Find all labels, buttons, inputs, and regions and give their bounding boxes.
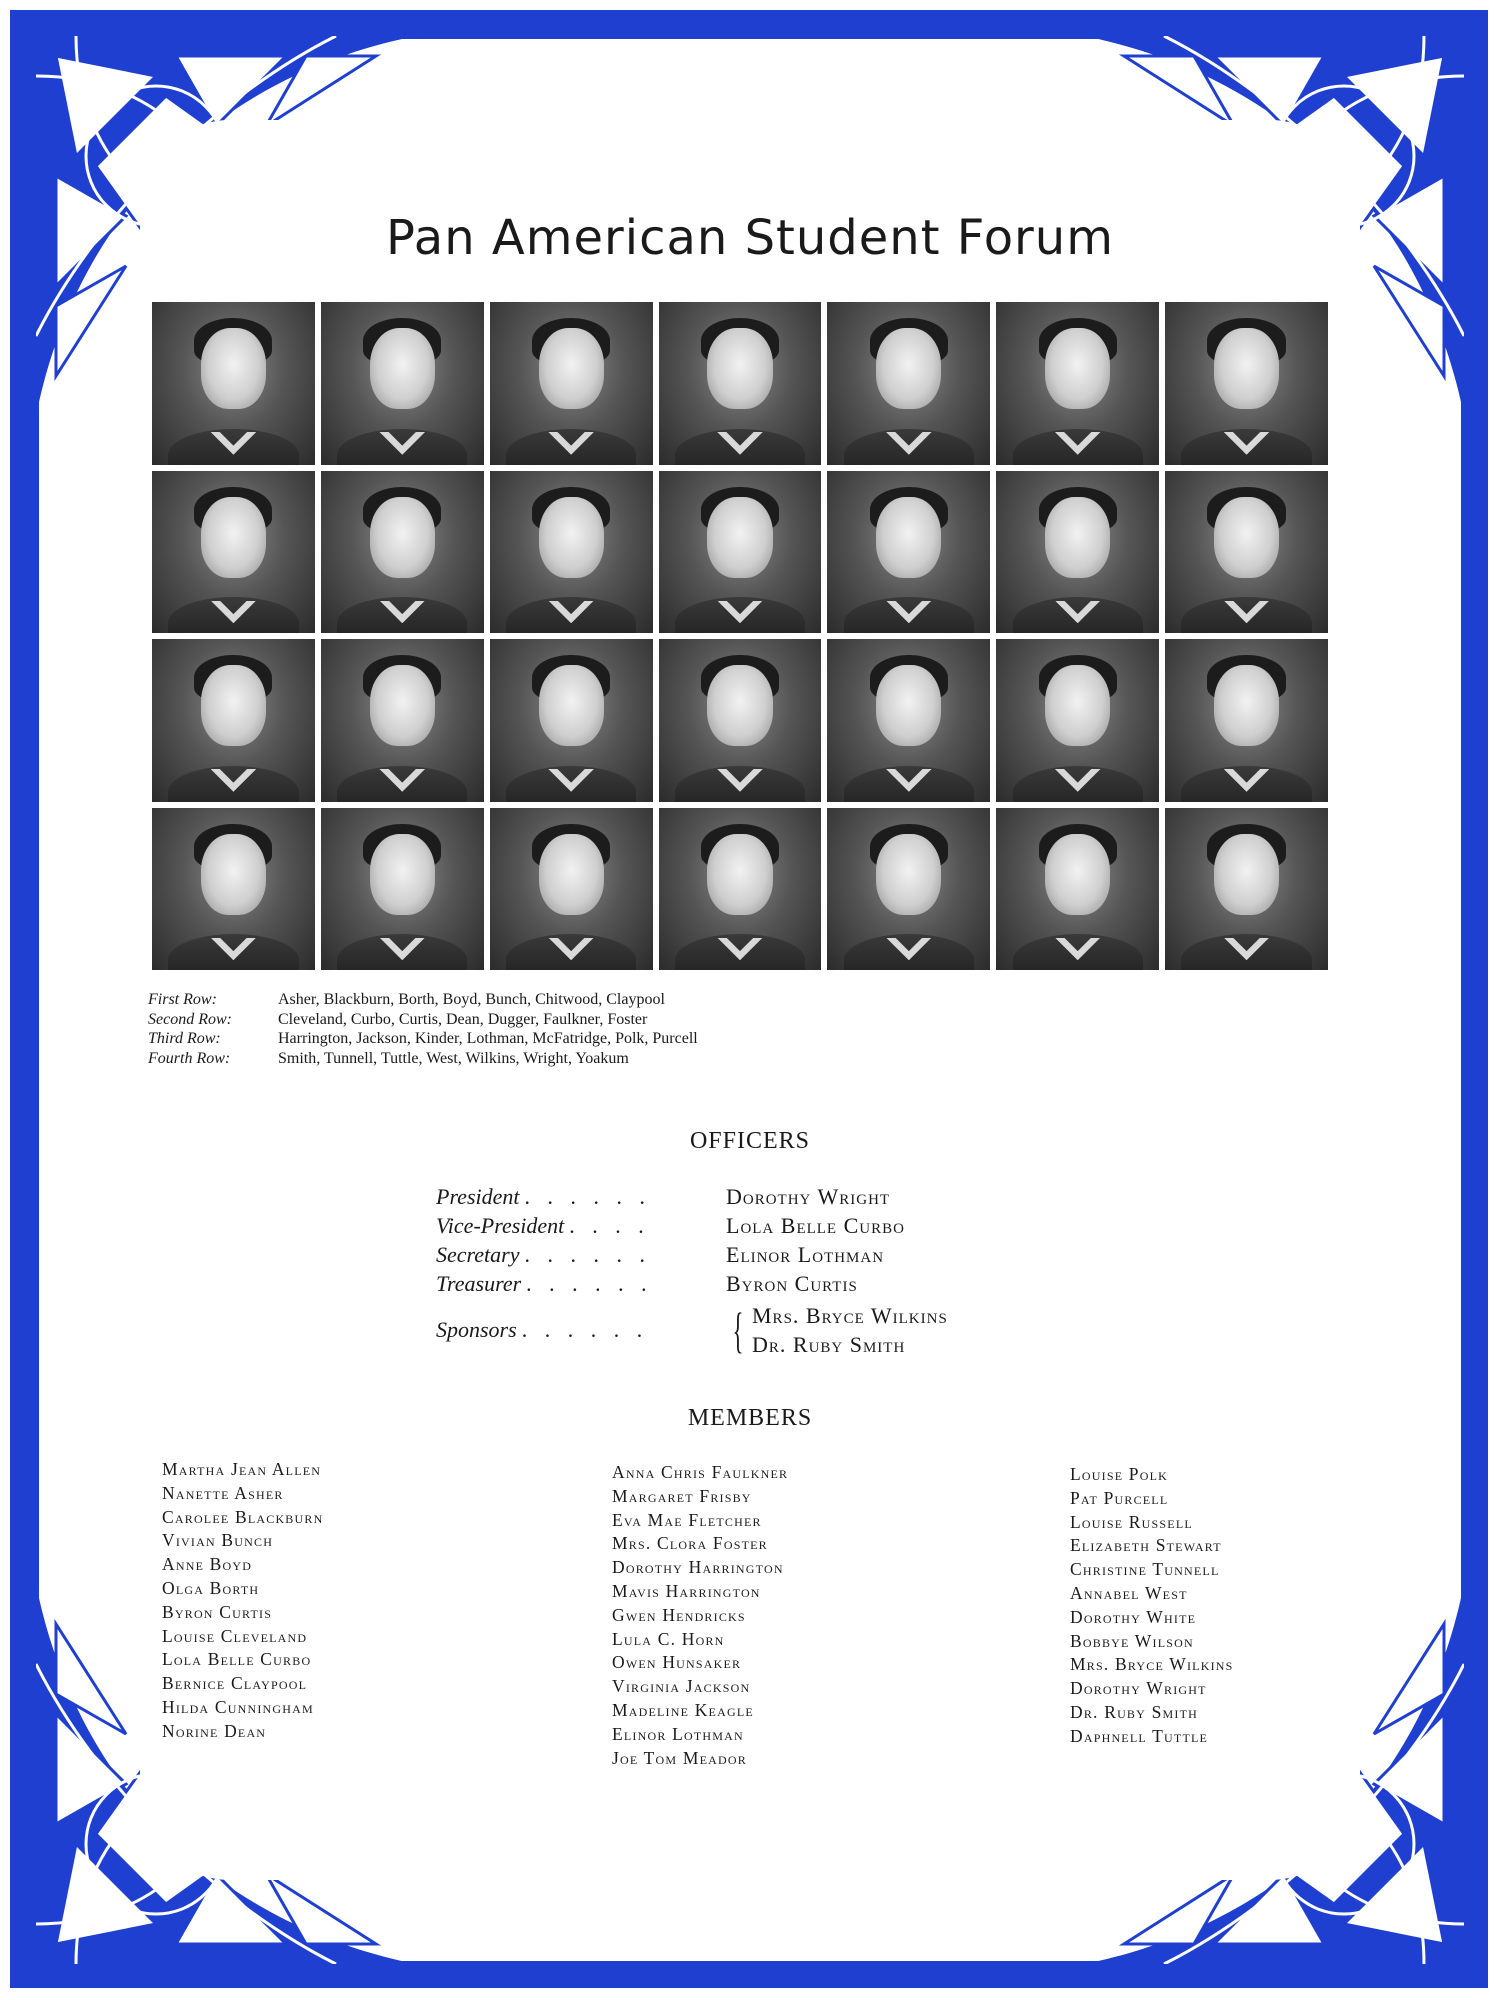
portrait-grid xyxy=(152,302,1328,970)
member-name: Dorothy Harrington xyxy=(612,1557,784,1578)
portrait-photo xyxy=(827,302,990,465)
officers-heading: OFFICERS xyxy=(689,1128,811,1154)
member-name: Elinor Lothman xyxy=(612,1723,744,1744)
member-name: Anne Boyd xyxy=(162,1554,253,1575)
member-name: Lula C. Horn xyxy=(612,1628,725,1649)
member-name: Olga Borth xyxy=(162,1577,260,1598)
portrait-head xyxy=(876,497,941,578)
member-name: Eva Mae Fletcher xyxy=(612,1509,762,1530)
member-name: Louise Polk xyxy=(1070,1464,1168,1484)
member-name: Byron Curtis xyxy=(162,1601,273,1622)
member-name: Pat Purcell xyxy=(1070,1487,1169,1508)
portrait-head xyxy=(370,834,435,915)
member-name: Annabel West xyxy=(1070,1582,1188,1603)
leader-dots: . . . . . . xyxy=(525,1184,652,1209)
leader-dots: . . . . xyxy=(569,1213,651,1238)
portrait-photo xyxy=(321,302,484,465)
portrait-photo xyxy=(490,639,653,802)
portrait-head xyxy=(1045,497,1110,578)
officer-title-text: Vice-President xyxy=(436,1213,565,1238)
portrait-photo xyxy=(996,302,1159,465)
officer-title xyxy=(436,1242,726,1268)
officer-name: Byron Curtis xyxy=(726,1271,858,1296)
portrait-head xyxy=(539,834,604,915)
sponsors-title: Sponsors xyxy=(436,1317,517,1342)
officer-title xyxy=(436,1271,726,1297)
member-name: Bobbye Wilson xyxy=(1070,1630,1194,1651)
portrait-head xyxy=(201,834,266,915)
caption-row-names: Smith, Tunnell, Tuttle, West, Wilkins, Wright, Yoakum xyxy=(278,1049,629,1067)
member-name: Virginia Jackson xyxy=(612,1676,751,1697)
portrait-photo xyxy=(659,639,822,802)
portrait-photo xyxy=(490,302,653,465)
portrait-head xyxy=(370,328,435,409)
portrait-photo xyxy=(321,808,484,971)
sponsor-name: Mrs. Bryce Wilkins xyxy=(752,1303,948,1328)
officer-name: Elinor Lothman xyxy=(726,1242,885,1267)
caption-row-label: Fourth Row: xyxy=(148,1049,231,1067)
portrait-photo xyxy=(490,808,653,971)
portrait-photo xyxy=(659,471,822,634)
members-column-2 xyxy=(612,1461,788,1770)
portrait-head xyxy=(201,497,266,578)
portrait-photo xyxy=(1165,471,1328,634)
member-name: Louise Cleveland xyxy=(162,1625,308,1646)
portrait-photo xyxy=(152,639,315,802)
member-name: Anna Chris Faulkner xyxy=(612,1462,789,1482)
portrait-head xyxy=(1214,665,1279,746)
member-name: Lola Belle Curbo xyxy=(162,1649,312,1670)
member-name: Joe Tom Meador xyxy=(612,1747,747,1768)
member-name: Bernice Claypool xyxy=(162,1673,308,1694)
portrait-photo xyxy=(996,639,1159,802)
officer-title xyxy=(436,1317,726,1343)
member-name: Daphnell Tuttle xyxy=(1070,1725,1209,1746)
portrait-head xyxy=(1045,665,1110,746)
officer-title-text: Treasurer xyxy=(436,1271,522,1296)
caption-row-names: Harrington, Jackson, Kinder, Lothman, McFatridge, Polk, Purcell xyxy=(278,1030,698,1047)
member-name: Elizabeth Stewart xyxy=(1070,1535,1222,1556)
member-name: Mavis Harrington xyxy=(612,1580,761,1601)
portrait-head xyxy=(876,328,941,409)
leader-dots: . . . . . . xyxy=(524,1242,652,1267)
portrait-photo xyxy=(1165,808,1328,971)
sponsors-row xyxy=(436,1300,948,1360)
member-name: Madeline Keagle xyxy=(612,1699,754,1720)
portrait-head xyxy=(707,328,772,409)
portrait-photo xyxy=(1165,302,1328,465)
caption-row xyxy=(148,990,698,1010)
officer-row xyxy=(436,1242,948,1271)
member-name: Gwen Hendricks xyxy=(612,1604,746,1625)
caption-row-names: Cleveland, Curbo, Curtis, Dean, Dugger, Faulkner, Foster xyxy=(278,1010,648,1028)
portrait-photo xyxy=(152,302,315,465)
caption-row xyxy=(148,1010,698,1030)
portrait-photo xyxy=(996,471,1159,634)
portrait-head xyxy=(1214,834,1279,915)
photo-captions xyxy=(148,990,698,1068)
portrait-head xyxy=(539,497,604,578)
member-name: Nanette Asher xyxy=(162,1482,284,1503)
portrait-head xyxy=(707,834,772,915)
portrait-photo xyxy=(321,639,484,802)
members-heading: MEMBERS xyxy=(687,1405,813,1431)
members-column-1 xyxy=(162,1458,323,1744)
portrait-head xyxy=(1214,497,1279,578)
officer-row xyxy=(436,1184,948,1213)
member-name: Dorothy White xyxy=(1070,1606,1197,1627)
portrait-photo xyxy=(321,471,484,634)
portrait-photo xyxy=(1165,639,1328,802)
member-name: Christine Tunnell xyxy=(1070,1559,1220,1580)
portrait-photo xyxy=(827,808,990,971)
member-name: Hilda Cunningham xyxy=(162,1696,314,1717)
leader-dots: . . . . . . xyxy=(522,1317,649,1342)
portrait-photo xyxy=(827,639,990,802)
caption-row-names: Asher, Blackburn, Borth, Boyd, Bunch, Chitwood, Claypool xyxy=(278,991,665,1008)
officer-name: Dorothy Wright xyxy=(726,1184,891,1209)
portrait-head xyxy=(707,665,772,746)
member-name: Martha Jean Allen xyxy=(162,1459,322,1479)
portrait-photo xyxy=(152,808,315,971)
page-title: Pan American Student Forum xyxy=(386,210,1114,267)
portrait-photo xyxy=(659,302,822,465)
portrait-head xyxy=(370,497,435,578)
member-name: Vivian Bunch xyxy=(162,1530,274,1551)
members-column-3 xyxy=(1070,1463,1234,1749)
portrait-head xyxy=(1214,328,1279,409)
portrait-head xyxy=(370,665,435,746)
portrait-head xyxy=(1045,834,1110,915)
leader-dots: . . . . . . xyxy=(526,1271,654,1296)
portrait-head xyxy=(876,834,941,915)
member-name: Norine Dean xyxy=(162,1720,267,1741)
member-name: Dorothy Wright xyxy=(1070,1678,1207,1699)
member-name: Margaret Frisby xyxy=(612,1485,752,1506)
member-name: Owen Hunsaker xyxy=(612,1652,742,1673)
portrait-head xyxy=(201,665,266,746)
officers-list xyxy=(436,1184,948,1360)
portrait-head xyxy=(707,497,772,578)
member-name: Mrs. Clora Foster xyxy=(612,1533,768,1554)
portrait-head xyxy=(201,328,266,409)
caption-row-label: First Row: xyxy=(148,991,217,1008)
officer-name: Lola Belle Curbo xyxy=(726,1213,905,1238)
officer-title-text: President xyxy=(436,1184,520,1209)
portrait-head xyxy=(539,665,604,746)
portrait-photo xyxy=(152,471,315,634)
portrait-head xyxy=(539,328,604,409)
member-name: Mrs. Bryce Wilkins xyxy=(1070,1654,1234,1675)
portrait-photo xyxy=(659,808,822,971)
caption-row xyxy=(148,1049,698,1069)
member-name: Louise Russell xyxy=(1070,1511,1193,1532)
caption-row xyxy=(148,1029,698,1049)
officer-title xyxy=(436,1184,726,1210)
caption-row-label: Third Row: xyxy=(148,1030,221,1047)
officer-title xyxy=(436,1213,726,1239)
officer-row xyxy=(436,1213,948,1242)
officer-row xyxy=(436,1271,948,1300)
portrait-head xyxy=(876,665,941,746)
portrait-photo xyxy=(827,471,990,634)
sponsor-name: Dr. Ruby Smith xyxy=(752,1332,906,1357)
officer-title-text: Secretary xyxy=(436,1242,520,1267)
brace-glyph: { xyxy=(732,1302,744,1358)
portrait-photo xyxy=(996,808,1159,971)
portrait-photo xyxy=(490,471,653,634)
caption-row-label: Second Row: xyxy=(148,1010,232,1028)
portrait-head xyxy=(1045,328,1110,409)
member-name: Carolee Blackburn xyxy=(162,1506,324,1527)
member-name: Dr. Ruby Smith xyxy=(1070,1701,1198,1722)
